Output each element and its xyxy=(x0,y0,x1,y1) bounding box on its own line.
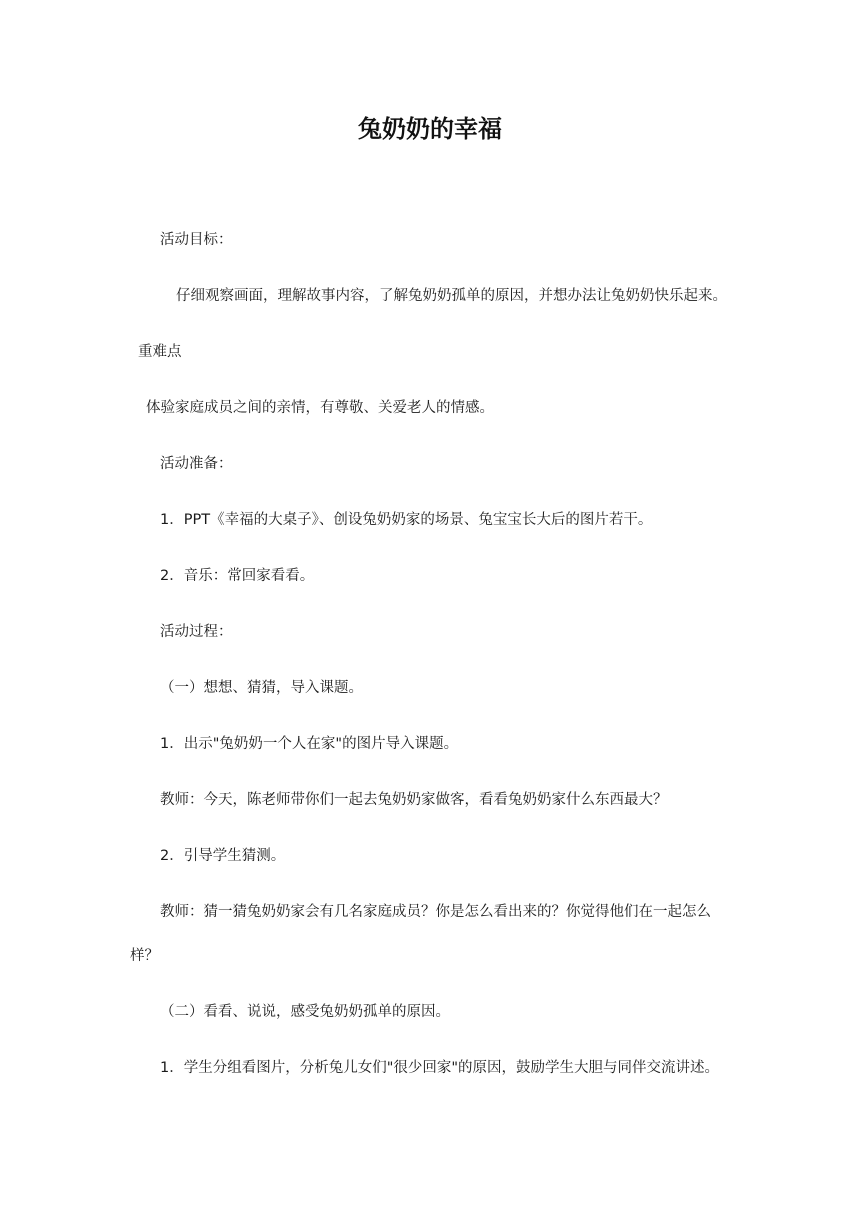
list-item-step-1-2: 2．引导学生猜测。 xyxy=(160,848,286,864)
section-heading-preparation: 活动准备： xyxy=(160,456,233,472)
list-item-step-2-1: 1．学生分组看图片，分析兔儿女们"很少回家"的原因，鼓励学生大胆与同伴交流讲述。 xyxy=(160,1060,720,1076)
section-heading-key-points: 重难点 xyxy=(138,344,182,360)
section-heading-process: 活动过程： xyxy=(160,624,233,640)
section-heading-goals: 活动目标： xyxy=(160,232,233,248)
subheading-step-2: （二）看看、说说，感受兔奶奶孤单的原因。 xyxy=(160,1004,450,1020)
list-item-preparation-1: 1．PPT《幸福的大桌子》、创设兔奶奶家的场景、兔宝宝长大后的图片若干。 xyxy=(160,512,653,528)
paragraph-teacher-2-continued: 样？ xyxy=(130,948,159,964)
list-item-preparation-2: 2．音乐：常回家看看。 xyxy=(160,568,315,584)
subheading-step-1: （一）想想、猜猜，导入课题。 xyxy=(160,680,363,696)
paragraph-key-points: 体验家庭成员之间的亲情，有尊敬、关爱老人的情感。 xyxy=(146,400,494,416)
document-title: 兔奶奶的幸福 xyxy=(358,115,502,143)
list-item-step-1-1: 1．出示"兔奶奶一个人在家"的图片导入课题。 xyxy=(160,736,459,752)
paragraph-goals: 仔细观察画面，理解故事内容，了解兔奶奶孤单的原因，并想办法让兔奶奶快乐起来。 xyxy=(176,288,727,304)
paragraph-teacher-2: 教师：猜一猜兔奶奶家会有几名家庭成员？你是怎么看出来的？你觉得他们在一起怎么 xyxy=(160,904,711,920)
paragraph-teacher-1: 教师：今天，陈老师带你们一起去兔奶奶家做客，看看兔奶奶家什么东西最大？ xyxy=(160,792,668,808)
